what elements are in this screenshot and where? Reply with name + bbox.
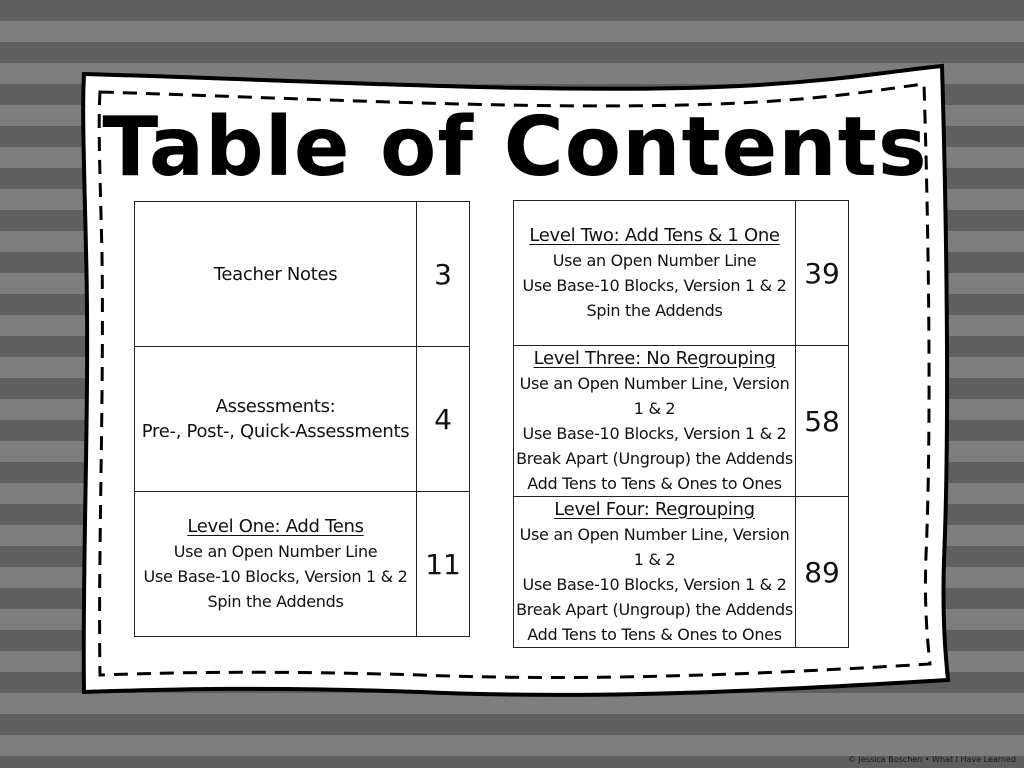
toc-entry-line: Break Apart (Ungroup) the Addends: [516, 449, 793, 468]
toc-entry-line: Pre-, Post-, Quick-Assessments: [141, 421, 410, 442]
toc-entry-heading: Level Two: Add Tens & 1 One: [529, 225, 780, 246]
toc-row: [135, 202, 470, 347]
toc-row: [514, 497, 849, 648]
toc-page-number: 11: [417, 492, 470, 637]
toc-entry-description: [135, 492, 417, 637]
toc-entry-line: Break Apart (Ungroup) the Addends: [516, 600, 793, 619]
toc-entry-description: [135, 347, 417, 492]
toc-entry-line: Assessments:: [215, 396, 336, 417]
toc-page-number: 4: [417, 347, 470, 492]
toc-entry-line: Use an Open Number Line: [552, 251, 757, 270]
toc-row: [135, 492, 470, 637]
toc-entry-heading: Level Three: No Regrouping: [533, 348, 776, 369]
toc-entry-line: Use an Open Number Line: [173, 542, 378, 561]
page-title: Table of Contents: [102, 100, 928, 195]
toc-page-number: 89: [796, 497, 849, 648]
toc-entry-line: Spin the Addends: [207, 592, 344, 611]
toc-page-number: 3: [417, 202, 470, 347]
toc-entry-line: Use Base-10 Blocks, Version 1 & 2: [522, 276, 787, 295]
toc-entry-description: [135, 202, 417, 347]
toc-entry-line: Teacher Notes: [213, 263, 338, 285]
toc-entry-line: Use Base-10 Blocks, Version 1 & 2: [143, 567, 408, 586]
toc-entry-line: Use an Open Number Line, Version 1 & 2: [519, 374, 790, 418]
toc-entry-line: Spin the Addends: [586, 301, 723, 320]
copyright-credit: © Jessica Boschen • What I Have Learned: [848, 755, 1016, 764]
toc-table-left: [134, 201, 470, 637]
toc-table-right: [513, 200, 849, 648]
toc-row: [135, 347, 470, 492]
toc-entry-line: Use Base-10 Blocks, Version 1 & 2: [522, 424, 787, 443]
toc-entry-description: [514, 201, 796, 346]
toc-row: [514, 346, 849, 497]
toc-entry-line: Add Tens to Tens & Ones to Ones: [527, 625, 782, 644]
toc-entry-heading: Level Four: Regrouping: [554, 499, 755, 520]
toc-entry-line: Use an Open Number Line, Version 1 & 2: [519, 525, 790, 569]
toc-entry-description: [514, 346, 796, 497]
toc-entry-description: [514, 497, 796, 648]
toc-page-number: 39: [796, 201, 849, 346]
toc-row: [514, 201, 849, 346]
toc-entry-line: Use Base-10 Blocks, Version 1 & 2: [522, 575, 787, 594]
toc-page-number: 58: [796, 346, 849, 497]
toc-entry-line: Add Tens to Tens & Ones to Ones: [527, 474, 782, 493]
toc-entry-heading: Level One: Add Tens: [187, 516, 364, 537]
